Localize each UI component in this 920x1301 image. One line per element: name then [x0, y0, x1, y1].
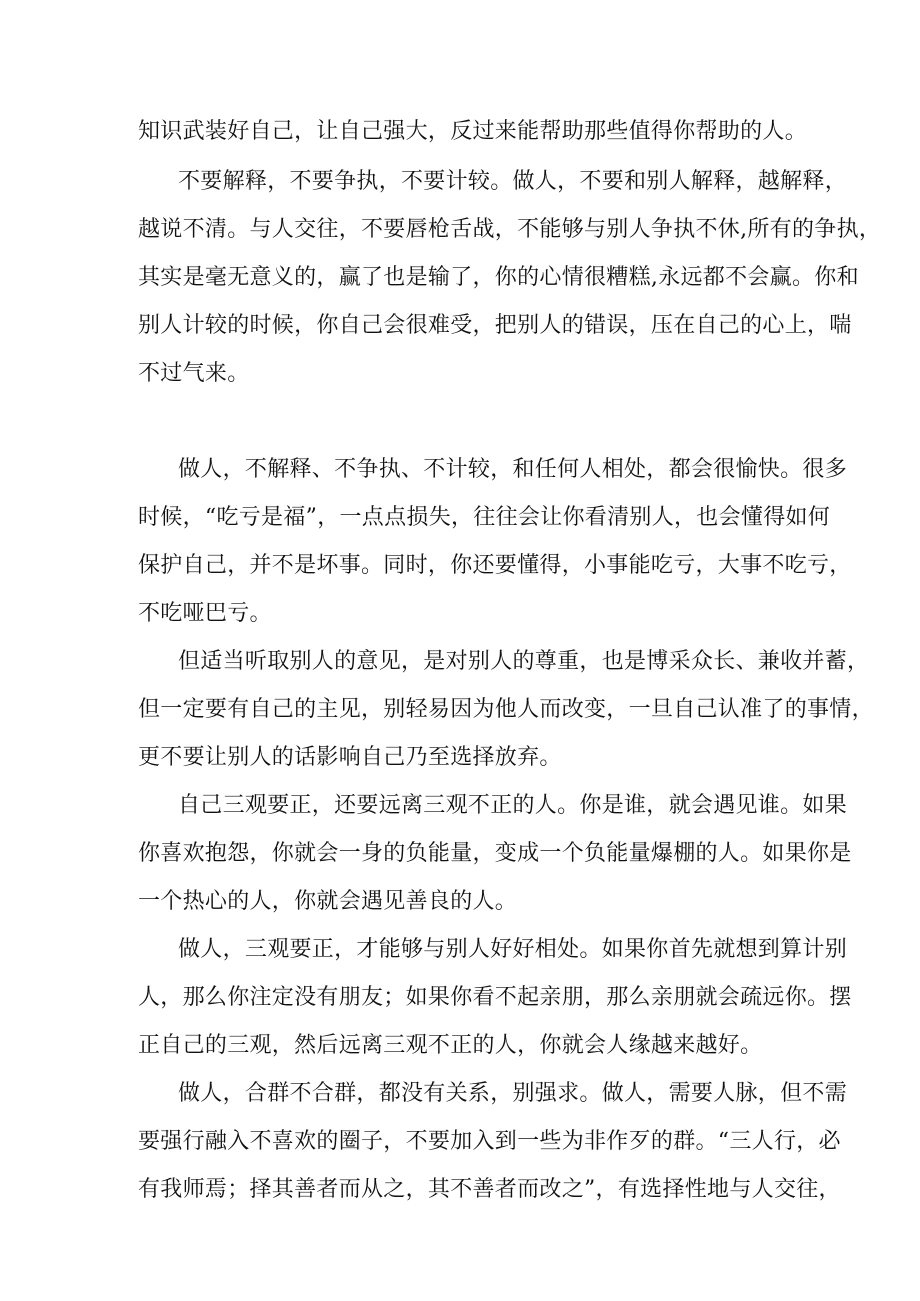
text-line: 但适当听取别人的意见，是对别人的尊重，也是博采众长、兼收并蓄，: [178, 649, 870, 674]
text-line: 不过气来。: [138, 361, 250, 386]
text-line: 自己三观要正，还要远离三观不正的人。你是谁，就会遇见谁。如果: [178, 793, 848, 818]
text-line: 知识武装好自己，让自己强大，反过来能帮助那些值得你帮助的人。: [138, 119, 808, 144]
text-line: 你喜欢抱怨，你就会一身的负能量，变成一个负能量爆棚的人。如果你是: [138, 841, 852, 866]
text-line: 保护自己，并不是坏事。同时，你还要懂得，小事能吃亏，大事不吃亏，: [138, 553, 852, 578]
text-line: 正自己的三观，然后远离三观不正的人，你就会人缘越来越好。: [138, 1033, 763, 1058]
text-line: 做人，合群不合群，都没有关系，别强求。做人，需要人脉，但不需: [178, 1081, 848, 1106]
text-line: 但一定要有自己的主见，别轻易因为他人而改变，一旦自己认准了的事情，: [138, 697, 874, 722]
text-line: 做人，不解释、不争执、不计较，和任何人相处，都会很愉快。很多: [178, 457, 848, 482]
text-line: 有我师焉；择其善者而从之，其不善者而改之”，有选择性地与人交往，: [138, 1177, 841, 1202]
text-line: 不吃哑巴亏。: [138, 601, 272, 626]
text-line: 时候，“吃亏是福”，一点点损失，往往会让你看清别人，也会懂得如何: [138, 505, 831, 530]
text-line: 一个热心的人，你就会遇见善良的人。: [138, 889, 518, 914]
text-line: 越说不清。与人交往，不要唇枪舌战，不能够与别人争执不休,所有的争执，: [138, 217, 882, 242]
text-line: 更不要让别人的话影响自己乃至选择放弃。: [138, 745, 562, 770]
text-line: 做人，三观要正，才能够与别人好好相处。如果你首先就想到算计别: [178, 937, 848, 962]
text-line: 别人计较的时候，你自己会很难受，把别人的错误，压在自己的心上，喘: [138, 313, 852, 338]
text-line: 人，那么你注定没有朋友；如果你看不起亲朋，那么亲朋就会疏远你。摆: [138, 985, 852, 1010]
text-line: 不要解释，不要争执，不要计较。做人，不要和别人解释，越解释，: [178, 169, 848, 194]
text-line: 要强行融入不喜欢的圈子，不要加入到一些为非作歹的群。“三人行，必: [138, 1129, 841, 1154]
text-line: 其实是毫无意义的，赢了也是输了，你的心情很糟糕,永远都不会赢。你和: [138, 265, 859, 290]
